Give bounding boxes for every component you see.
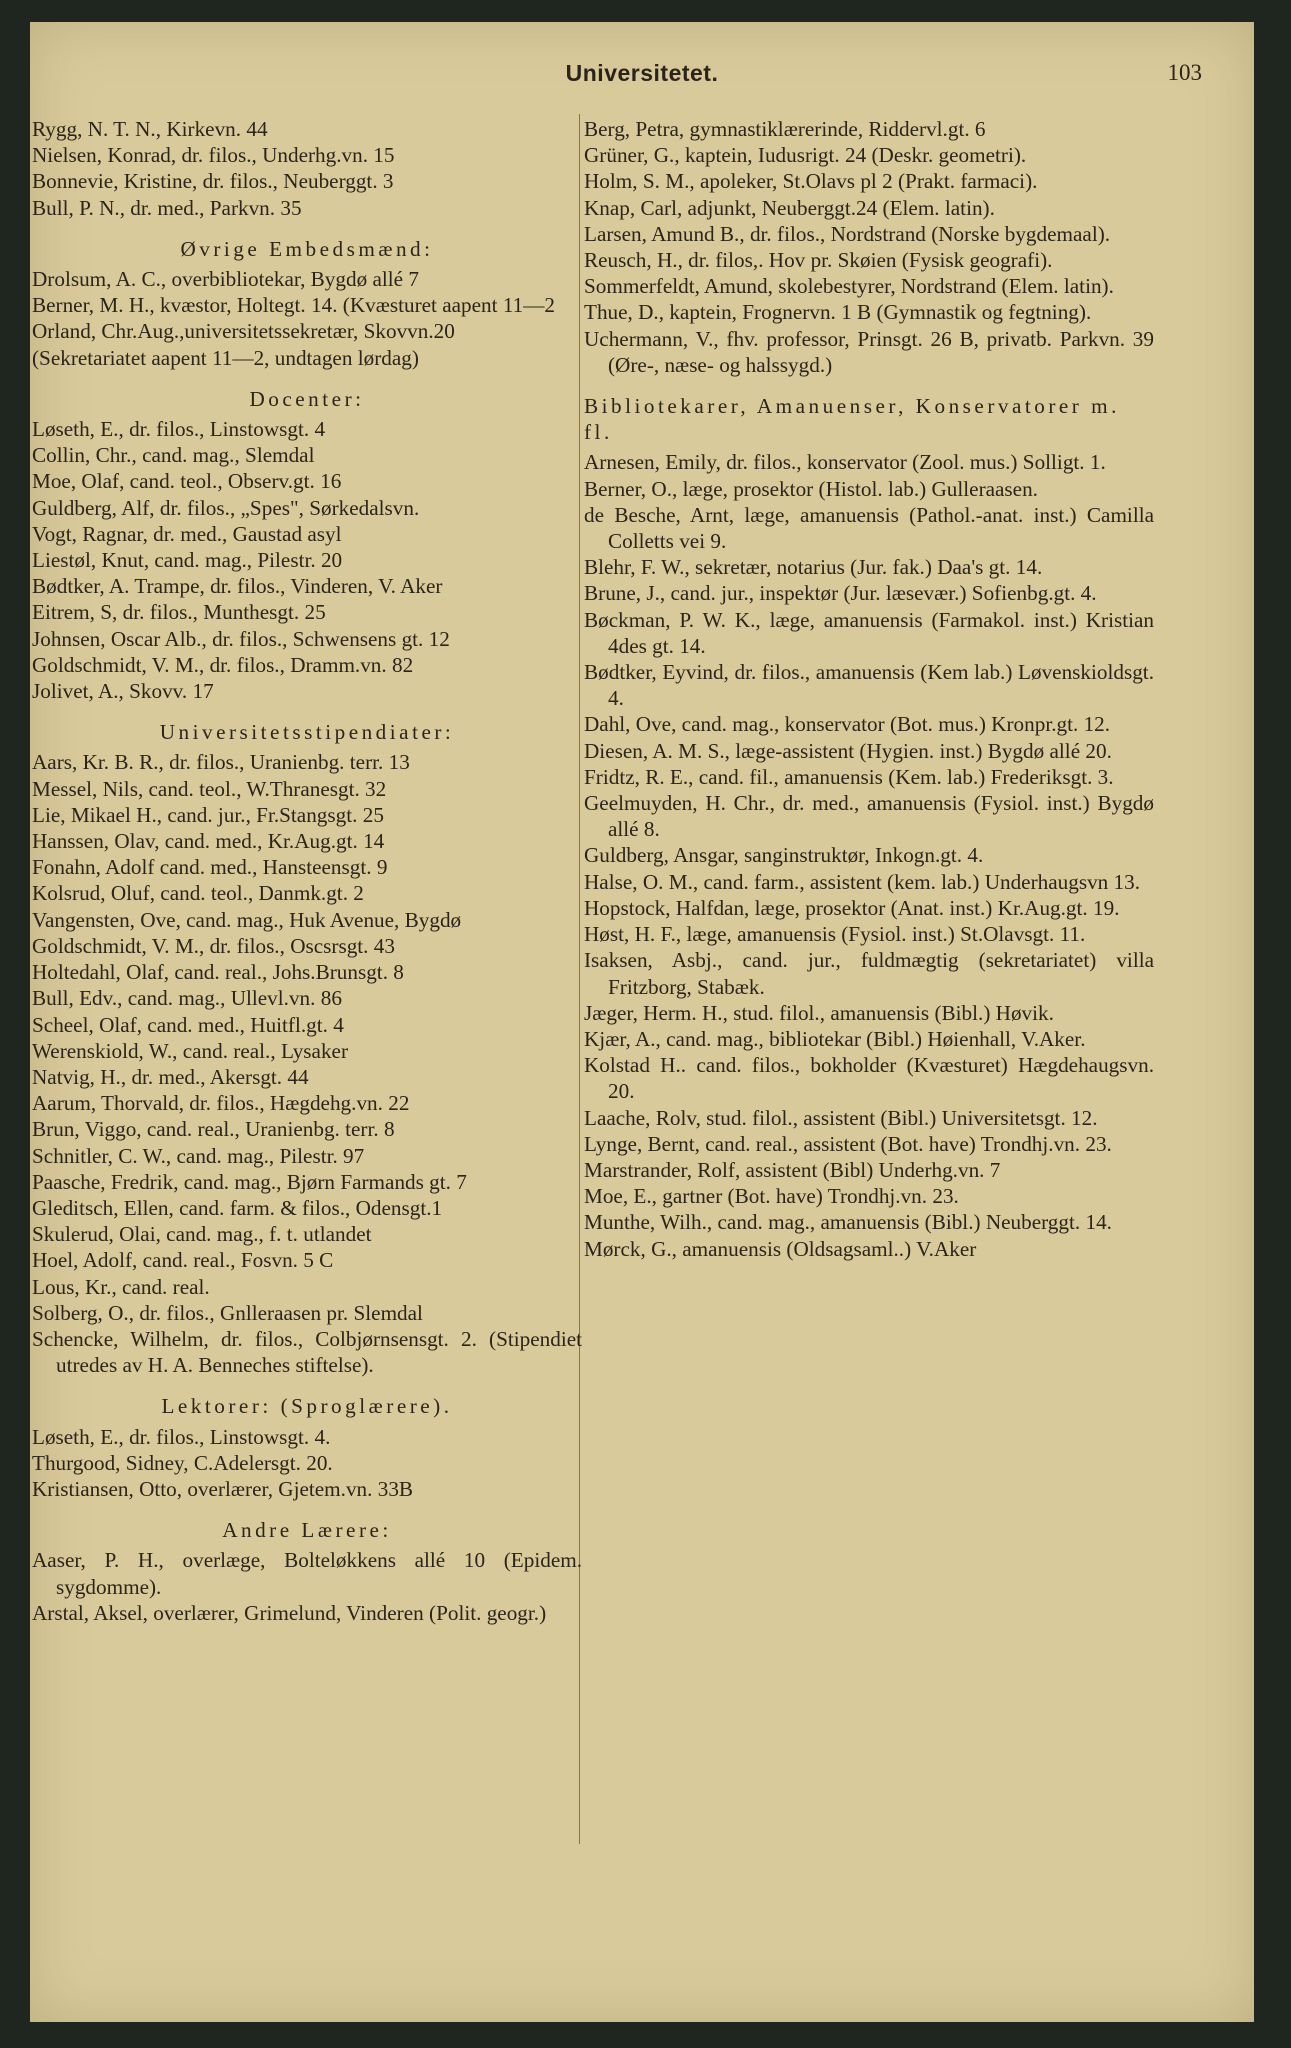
directory-entry: de Besche, Arnt, læge, amanuensis (Pathol.-anat. inst.) Camilla Colletts vei 9. [584,502,1154,554]
page-title: Universitetet. [565,60,719,86]
directory-entry: Aaser, P. H., overlæge, Bolteløkkens allé 10 (Epidem. sygdomme). [32,1548,582,1599]
directory-entry: Vogt, Ragnar, dr. med., Gaustad asyl [32,521,342,546]
directory-entry: Messel, Nils, cand. teol., W.Thranesgt. 32 [32,776,387,801]
page-number: 103 [1167,60,1202,85]
directory-entry: Goldschmidt, V. M., dr. filos., Dramm.vn. 82 [32,652,414,677]
directory-entry: Schnitler, C. W., cand. mag., Pilestr. 97 [32,1143,365,1168]
directory-entry: Berg, Petra, gymnastiklærerinde, Riddervl.gt. 6 [584,117,986,141]
directory-entry: Skulerud, Olai, cand. mag., f. t. utlandet [32,1222,372,1247]
directory-entry: Aarum, Thorvald, dr. filos., Hægdehg.vn. 22 [32,1091,410,1116]
directory-entry: Holtedahl, Olaf, cand. real., Johs.Brunsgt. 8 [32,960,404,985]
directory-entry: Fonahn, Adolf cand. med., Hansteensgt. 9 [32,855,388,880]
directory-entry: Lie, Mikael H., cand. jur., Fr.Stangsgt. 25 [32,802,384,827]
directory-entry: Berner, O., læge, prosektor (Histol. lab.) Gulleraasen. [584,476,1038,501]
section-heading: Universitetsstipendiater: [159,720,455,745]
entry-list [32,116,582,221]
directory-entry: Drolsum, A. C., overbibliotekar, Bygdø allé 7 [32,267,419,292]
directory-entry: Grüner, G., kaptein, Iudusrigt. 24 (Deskr. geometri). [584,143,1027,168]
section-heading: Andre Lærere: [222,1518,392,1543]
directory-entry: Paasche, Fredrik, cand. mag., Bjørn Farmands gt. 7 [32,1169,467,1194]
directory-entry: Werenskiold, W., cand. real., Lysaker [32,1038,349,1063]
directory-entry: Blehr, F. W., sekretær, notarius (Jur. fak.) Daa's gt. 14. [584,555,1043,580]
directory-entry: Solberg, O., dr. filos., Gnlleraasen pr. Slemdal [32,1300,423,1325]
directory-entry: Guldberg, Alf, dr. filos., „Spes", Sørkedalsvn. [32,495,420,520]
entry-list [584,449,1154,1261]
directory-entry: Orland, Chr.Aug.,universitetssekretær, Skovvn.20 [32,319,455,344]
directory-entry: Isaksen, Asbj., cand. jur., fuldmægtig (sekretariatet) villa Fritzborg, Stabæk. [584,948,1154,999]
left-column [32,116,582,1626]
entry-list [32,416,582,704]
directory-entry: Knap, Carl, adjunkt, Neuberggt.24 (Elem. latin). [584,195,995,220]
directory-entry: Jolivet, A., Skovv. 17 [32,679,214,704]
directory-entry: Laache, Rolv, stud. filol., assistent (Bibl.) Universitetsgt. 12. [584,1105,1098,1130]
entry-list [32,1424,582,1503]
directory-entry: Bøckman, P. W. K., læge, amanuensis (Farmakol. inst.) Kristian 4des gt. 14. [584,607,1154,658]
directory-entry: Lous, Kr., cand. real. [32,1274,210,1299]
directory-entry: Kolsrud, Oluf, cand. teol., Danmk.gt. 2 [32,881,364,906]
section-heading: Øvrige Embedsmænd: [180,236,434,261]
entry-list [32,266,582,371]
directory-entry: Bull, Edv., cand. mag., Ullevl.vn. 86 [32,986,342,1011]
section-heading: Bibliotekarer, Amanuenser, Konservatorer m. fl. [584,394,1120,445]
directory-entry: Schencke, Wilhelm, dr. filos., Colbjørnsensgt. 2. (Stipendiet utredes av H. A. Benneches stiftelse). [32,1326,582,1378]
directory-entry: Bull, P. N., dr. med., Parkvn. 35 [32,195,302,220]
directory-entry: Larsen, Amund B., dr. filos., Nordstrand (Norske bygdemaal). [584,221,1111,246]
directory-entry: Løseth, E., dr. filos., Linstowsgt. 4. [32,1424,331,1449]
directory-entry: Reusch, H., dr. filos,. Hov pr. Skøien (Fysisk geografi). [584,248,1053,273]
directory-entry: Kjær, A., cand. mag., bibliotekar (Bibl.) Høienhall, V.Aker. [584,1026,1086,1051]
directory-entry: Rygg, N. T. N., Kirkevn. 44 [32,117,268,141]
directory-entry: Mørck, G., amanuensis (Oldsagsaml..) V.Aker [584,1236,977,1261]
page-header [30,60,1254,100]
directory-entry: Guldberg, Ansgar, sanginstruktør, Inkogn.gt. 4. [584,843,984,868]
directory-entry: Berner, M. H., kvæstor, Holtegt. 14. (Kvæsturet aapent 11—2 [32,293,556,318]
directory-entry: Løseth, E., dr. filos., Linstowsgt. 4 [32,417,326,442]
directory-entry: Høst, H. F., læge, amanuensis (Fysiol. inst.) St.Olavsgt. 11. [584,922,1086,947]
directory-entry: Hanssen, Olav, cand. med., Kr.Aug.gt. 14 [32,829,385,854]
directory-entry: Johnsen, Oscar Alb., dr. filos., Schwensens gt. 12 [32,626,450,651]
entry-list [32,1547,582,1626]
directory-entry: Diesen, A. M. S., læge-assistent (Hygien. inst.) Bygdø allé 20. [584,738,1112,763]
directory-entry: Liestøl, Knut, cand. mag., Pilestr. 20 [32,548,343,573]
right-column [584,116,1154,1262]
directory-entry: Nielsen, Konrad, dr. filos., Underhg.vn. 15 [32,143,395,168]
directory-entry: Holm, S. M., apoleker, St.Olavs pl 2 (Prakt. farmaci). [584,169,1038,194]
directory-entry: Kristiansen, Otto, overlærer, Gjetem.vn. 33B [32,1476,414,1501]
section-heading: Lektorer: (Sproglærere). [161,1394,453,1419]
directory-entry: Moe, Olaf, cand. teol., Observ.gt. 16 [32,469,342,494]
directory-entry: Munthe, Wilh., cand. mag., amanuensis (Bibl.) Neuberggt. 14. [584,1210,1112,1235]
directory-entry: Arnesen, Emily, dr. filos., konservator (Zool. mus.) Solligt. 1. [584,450,1106,475]
directory-entry: Uchermann, V., fhv. professor, Prinsgt. 26 B, privatb. Parkvn. 39 (Øre-, næse- og halssygd.) [584,326,1154,377]
directory-entry: Gleditsch, Ellen, cand. farm. & filos., Odensgt.1 [32,1195,443,1220]
directory-entry: Hoel, Adolf, cand. real., Fosvn. 5 C [32,1248,334,1273]
directory-entry: Bødtker, A. Trampe, dr. filos., Vinderen, V. Aker [32,574,443,599]
directory-entry: Kolstad H.. cand. filos., bokholder (Kvæsturet) Hægdehaugsvn. 20. [584,1053,1154,1104]
directory-entry: (Sekretariatet aapent 11—2, undtagen lørdag) [32,345,419,370]
directory-entry: Hopstock, Halfdan, læge, prosektor (Anat. inst.) Kr.Aug.gt. 19. [584,895,1120,920]
directory-entry: Natvig, H., dr. med., Akersgt. 44 [32,1064,309,1089]
directory-entry: Lynge, Bernt, cand. real., assistent (Bot. have) Trondhj.vn. 23. [584,1131,1112,1156]
directory-entry: Vangensten, Ove, cand. mag., Huk Avenue, Bygdø [32,907,462,932]
directory-entry: Geelmuyden, H. Chr., dr. med., amanuensis (Fysiol. inst.) Bygdø allé 8. [584,791,1154,842]
directory-entry: Fridtz, R. E., cand. fil., amanuensis (Kem. lab.) Frederiksgt. 3. [584,764,1114,789]
directory-entry: Brune, J., cand. jur., inspektør (Jur. læsevær.) Sofienbg.gt. 4. [584,581,1097,606]
directory-entry: Bonnevie, Kristine, dr. filos., Neuberggt. 3 [32,169,394,194]
directory-entry: Goldschmidt, V. M., dr. filos., Oscsrsgt. 43 [32,933,395,958]
directory-entry: Arstal, Aksel, overlærer, Grimelund, Vinderen (Polit. geogr.) [32,1600,547,1625]
document-page [30,22,1254,2022]
directory-entry: Brun, Viggo, cand. real., Uranienbg. terr. 8 [32,1117,395,1142]
directory-entry: Collin, Chr., cand. mag., Slemdal [32,443,315,468]
directory-entry: Bødtker, Eyvind, dr. filos., amanuensis (Kem lab.) Løvenskioldsgt. 4. [584,660,1154,711]
directory-entry: Sommerfeldt, Amund, skolebestyrer, Nordstrand (Elem. latin). [584,274,1114,299]
section-heading: Docenter: [249,386,365,411]
entry-list [584,116,1154,378]
directory-entry: Aars, Kr. B. R., dr. filos., Uranienbg. terr. 13 [32,750,410,775]
directory-entry: Thurgood, Sidney, C.Adelersgt. 20. [32,1450,333,1475]
directory-entry: Eitrem, S, dr. filos., Munthesgt. 25 [32,600,326,625]
directory-entry: Moe, E., gartner (Bot. have) Trondhj.vn. 23. [584,1184,959,1209]
entry-list [32,749,582,1378]
directory-entry: Scheel, Olaf, cand. med., Huitfl.gt. 4 [32,1012,344,1037]
directory-entry: Jæger, Herm. H., stud. filol., amanuensis (Bibl.) Høvik. [584,1000,1054,1025]
directory-entry: Halse, O. M., cand. farm., assistent (kem. lab.) Underhaugsvn 13. [584,869,1141,894]
directory-entry: Thue, D., kaptein, Frognervn. 1 B (Gymnastik og fegtning). [584,300,1092,325]
directory-entry: Dahl, Ove, cand. mag., konservator (Bot. mus.) Kronpr.gt. 12. [584,712,1111,737]
directory-entry: Marstrander, Rolf, assistent (Bibl) Underhg.vn. 7 [584,1157,1001,1182]
